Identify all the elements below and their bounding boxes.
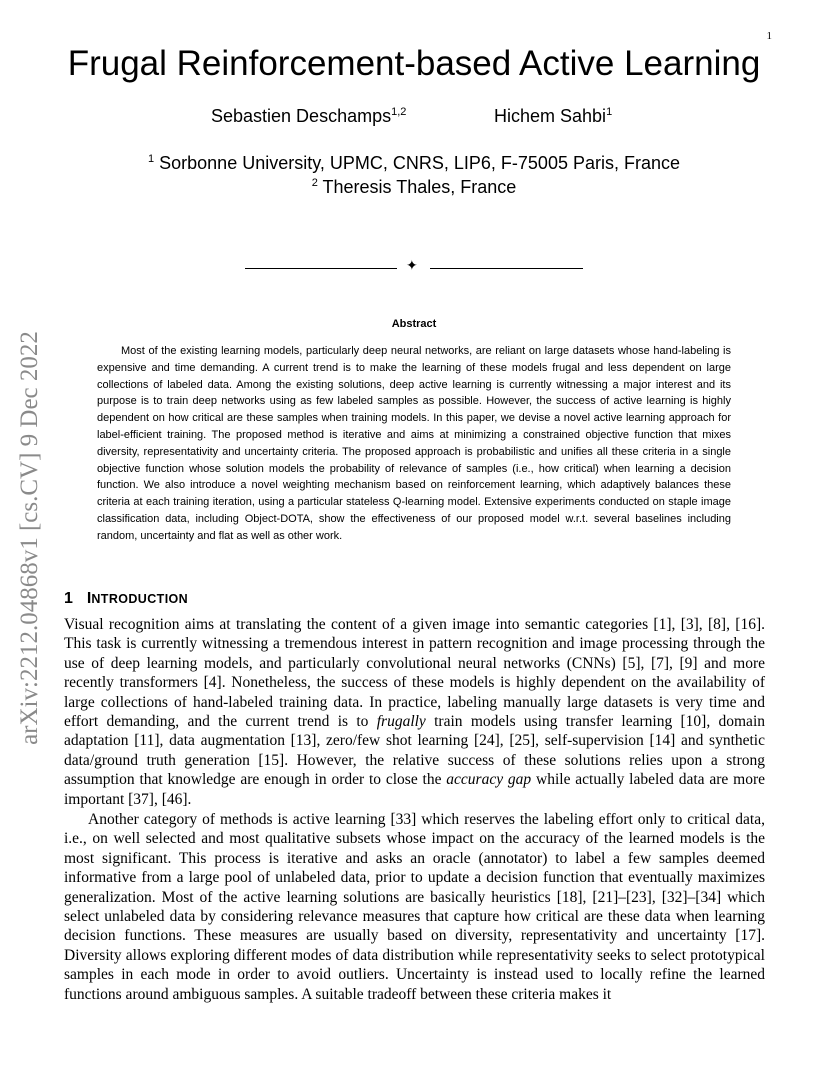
separator-diamond-icon: ✦ bbox=[406, 259, 418, 274]
page-number: 1 bbox=[766, 30, 772, 42]
section-number: 1 bbox=[64, 590, 73, 607]
abstract-heading: Abstract bbox=[391, 318, 437, 330]
author-name: Sebastien Deschamps bbox=[211, 106, 392, 126]
author-2 bbox=[494, 106, 612, 127]
author-1 bbox=[211, 106, 406, 127]
paragraph-text: while actually labeled data are more important [37], [46]. bbox=[64, 771, 765, 808]
arxiv-stamp: arXiv:2212.04868v1 [cs.CV] 9 Dec 2022 bbox=[16, 331, 43, 745]
separator-line-right bbox=[430, 268, 583, 269]
abstract-text: Most of the existing learning models, particularly deep neural networks, are reliant on large datasets whose hand-labeling is expensive and time demanding. A current trend is to make the learning of these models frugal and less dependent on large collections of labeled data. Among the existing solutions, deep active learning is currently witnessing a major interest and its purpose is to train deep networks using as few labeled samples as possible. However, the success of active learning is highly dependent on how critical are these samples when training models. In this paper, we devise a novel active learning approach for label-efficient training. The proposed method is iterative and aims at minimizing a constrained objective function that mixes diversity, representativity and uncertainty criteria. The proposed approach is probabilistic and unifies all these criteria in a single objective function whose solution models the probability of relevance of samples (i.e., how critical) when learning a decision function. We also introduce a novel weighting mechanism based on reinforcement learning, which adaptively balances these criteria at each training iteration, using a particular stateless Q-learning model. Extensive experiments conducted on staple image classification data, including Object-DOTA, show the effectiveness of our proposed model w.r.t. several baselines including random, uncertainty and flat as well as other work. bbox=[97, 345, 731, 542]
affil-text: Sorbonne University, UPMC, CNRS, LIP6, F-75005 Paris, France bbox=[159, 153, 680, 173]
author-name: Hichem Sahbi bbox=[494, 106, 607, 126]
section-title-rest: NTRODUCTION bbox=[91, 592, 189, 606]
author-affil-mark: 1,2 bbox=[391, 106, 407, 118]
affiliation-2 bbox=[60, 177, 768, 198]
emphasis-text: accuracy gap bbox=[446, 771, 532, 789]
author-affil-mark: 1 bbox=[606, 106, 613, 118]
paragraph-text: Visual recognition aims at translating the content of a given image into semantic categories [1], [3], [8], [16]. This task is currently witnessing a tremendous interest in pattern recognition and image processing through the use of deep learning models, and particularly convolutional neural networks (CNNs) [5], [7], [9] and more recently transformers [4]. Nonetheless, the success of these models is highly dependent on the availability of large collections of hand-labeled training data. In practice, labeling manually large datasets is very time and effort demanding, and the current trend is to bbox=[64, 616, 765, 731]
emphasis-text: frugally bbox=[376, 713, 426, 731]
paper-title: Frugal Reinforcement-based Active Learning bbox=[67, 44, 761, 83]
body-paragraph-1 bbox=[64, 615, 765, 809]
separator-line-left bbox=[245, 268, 397, 269]
affil-mark: 1 bbox=[148, 153, 155, 165]
section-title-initial: I bbox=[86, 590, 92, 607]
section-heading bbox=[64, 590, 188, 608]
affiliation-1 bbox=[60, 153, 768, 174]
affil-mark: 2 bbox=[311, 177, 318, 189]
body-paragraph-2: Another category of methods is active learning [33] which reserves the labeling effort only to critical data, i.e., on well selected and most qualitative subsets whose impact on the accuracy of the learned models is the most significant. This process is iterative and asks an oracle (annotator) to label a few samples deemed informative from a large pool of unlabeled data, prior to update a decision function that eventually maximizes generalization. Most of the active learning solutions are basically heuristics [18], [21]–[23], [32]–[34] which select unlabeled data by considering relevance measures that capture how critical are these data when learning decision functions. These measures are usually based on diversity, representativity and uncertainty [17]. Diversity allows exploring different modes of data distribution while representativity seeks to select prototypical samples in each mode in order to avoid outliers. Uncertainty is instead used to locally refine the learned functions around ambiguous samples. A suitable tradeoff between these criteria makes it bbox=[64, 811, 765, 1003]
affil-text: Theresis Thales, France bbox=[322, 177, 517, 197]
paragraph-text: train models using transfer learning [10], domain adaptation [11], data augmentation [13], zero/few shot learning [24], [25], self-supervision [14] and synthetic data/ground truth generation [15]. However, the relative success of these solutions relies upon a strong assumption that knowledge are enough in order to close the bbox=[64, 713, 765, 789]
